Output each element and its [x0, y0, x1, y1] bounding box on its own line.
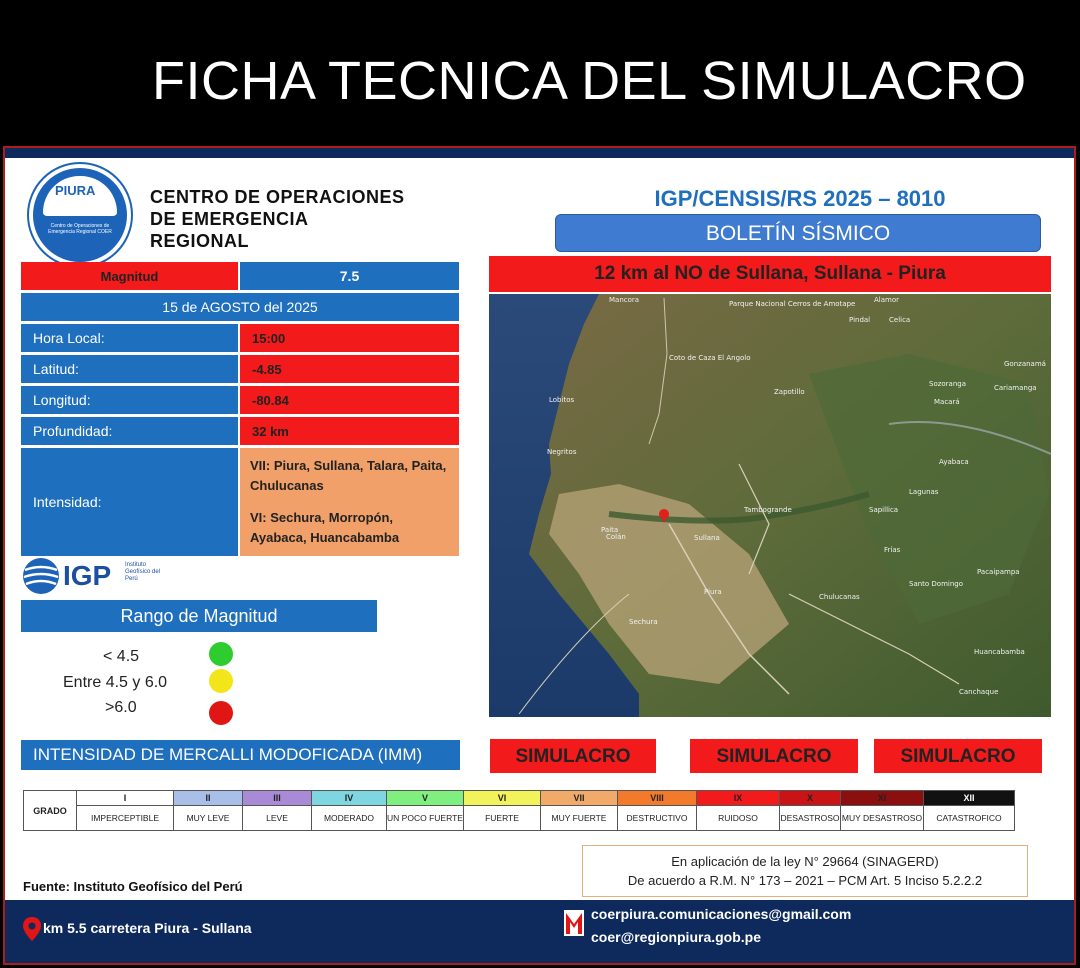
mercalli-level-label: DESTRUCTIVO	[618, 806, 697, 831]
intensity-value	[240, 448, 459, 556]
range-high-label: >6.0	[105, 699, 137, 716]
map-place-label: Zapotillo	[774, 388, 805, 396]
magnitude-label: Magnitud	[21, 262, 238, 290]
mercalli-level-label: MUY FUERTE	[541, 806, 618, 831]
org-title-line: CENTRO DE OPERACIONES	[150, 187, 405, 207]
lon-label: Longitud:	[21, 386, 238, 414]
simulacro-badge: SIMULACRO	[489, 738, 657, 774]
mercalli-level-numeral: V	[387, 791, 464, 806]
map-place-label: Colán	[606, 533, 626, 541]
mercalli-level-label: MUY LEVE	[174, 806, 243, 831]
mercalli-level-numeral: VIII	[618, 791, 697, 806]
map-place-label: Lobitos	[549, 396, 575, 404]
igp-name: Instituto Geofísico del Perú	[125, 562, 161, 582]
map-place-label: Celica	[889, 316, 911, 324]
epicenter-location: 12 km al NO de Sullana, Sullana - Piura	[489, 256, 1051, 292]
map-place-label: Cariamanga	[994, 384, 1037, 392]
map-place-label: Sozoranga	[929, 380, 967, 388]
map-place-label: Sapillica	[869, 506, 899, 514]
mercalli-level-numeral: II	[174, 791, 243, 806]
prof-value: 32 km	[240, 417, 459, 445]
range-title: Rango de Magnitud	[21, 600, 377, 632]
mercalli-level-numeral: IX	[697, 791, 780, 806]
law-line: En aplicación de la ley N° 29664 (SINAGERD)	[671, 854, 939, 869]
mercalli-level-numeral: XI	[841, 791, 924, 806]
mercalli-level-label: IMPERCEPTIBLE	[77, 806, 174, 831]
map-place-label: Gonzanamá	[1004, 360, 1046, 368]
address: km 5.5 carretera Piura - Sullana	[43, 920, 252, 936]
simulacro-badge: SIMULACRO	[873, 738, 1043, 774]
map-place-label: Alamor	[874, 296, 900, 304]
igp-logo	[21, 556, 161, 598]
mercalli-level-numeral: I	[77, 791, 174, 806]
law-note	[582, 845, 1028, 897]
map-place-label: Santo Domingo	[909, 580, 964, 588]
email-link[interactable]: coerpiura.comunicaciones@gmail.com	[591, 906, 852, 922]
mercalli-level-label: UN POCO FUERTE	[387, 806, 464, 831]
mercalli-level-numeral: VII	[541, 791, 618, 806]
map-place-label: Piura	[704, 588, 722, 596]
hora-value: 15:00	[240, 324, 459, 352]
org-title-line: REGIONAL	[150, 231, 250, 251]
mercalli-level-numeral: VI	[464, 791, 541, 806]
mercalli-level-numeral: IV	[312, 791, 387, 806]
mercalli-level-numeral: III	[243, 791, 312, 806]
page-header	[0, 0, 1080, 145]
mercalli-level-label: CATASTROFICO	[924, 806, 1015, 831]
mail-icon	[563, 908, 585, 938]
range-mid-label: Entre 4.5 y 6.0	[63, 674, 168, 691]
lat-value: -4.85	[240, 355, 459, 383]
lon-value: -80.84	[240, 386, 459, 414]
mercalli-level-numeral: X	[780, 791, 841, 806]
range-low-label: < 4.5	[103, 648, 140, 665]
map-place-label: Chulucanas	[819, 593, 860, 601]
lat-label: Latitud:	[21, 355, 238, 383]
report-code: IGP/CENSIS/RS 2025 – 8010	[654, 186, 946, 211]
map-place-label: Macará	[934, 398, 960, 406]
map-place-label: Huancabamba	[974, 648, 1025, 656]
coer-logo	[29, 164, 131, 266]
top-band	[5, 148, 1074, 158]
intensity-vii: VII: Piura, Sullana, Talara, Paita, Chulucanas	[250, 458, 447, 493]
org-title	[150, 186, 405, 252]
igp-acronym: IGP	[63, 560, 112, 591]
igp-globe-icon	[21, 556, 61, 596]
hora-label: Hora Local:	[21, 324, 238, 352]
source-note: Fuente: Instituto Geofísico del Perú	[23, 879, 243, 894]
mercalli-level-label: RUIDOSO	[697, 806, 780, 831]
bulletin-label: BOLETÍN SÍSMICO	[555, 214, 1041, 252]
map-place-label: Negritos	[547, 448, 577, 456]
intensity-label: Intensidad:	[21, 448, 238, 556]
map-place-label: Paita	[601, 526, 619, 534]
magnitude-value: 7.5	[240, 262, 459, 290]
map-place-label: Sullana	[694, 534, 720, 542]
map-place-label: Mancora	[609, 296, 640, 304]
prof-label: Profundidad:	[21, 417, 238, 445]
footer	[5, 900, 1074, 965]
mercalli-scale	[23, 790, 1015, 831]
mercalli-level-numeral: XII	[924, 791, 1015, 806]
mercalli-level-label: MUY DESASTROSO	[841, 806, 924, 831]
imm-title: INTENSIDAD DE MERCALLI MODOFICADA (IMM)	[21, 740, 460, 770]
mercalli-level-label: FUERTE	[464, 806, 541, 831]
map-place-label: Coto de Caza El Angolo	[669, 354, 751, 362]
map-place-label: Parque Nacional Cerros de Amotape	[729, 300, 856, 308]
coer-logo-text: PIURA	[55, 183, 96, 198]
law-line: De acuerdo a R.M. N° 173 – 2021 – PCM Art. 5 Inciso 5.2.2.2	[627, 873, 983, 888]
range-high-dot	[209, 701, 233, 725]
bulletin-card	[3, 146, 1076, 965]
map-place-label: Canchaque	[959, 688, 999, 696]
event-date: 15 de AGOSTO del 2025	[21, 293, 459, 321]
intensity-vi: VI: Sechura, Morropón, Ayabaca, Huancabamba	[250, 510, 400, 545]
map-place-label: Tambogrande	[744, 506, 792, 514]
mercalli-level-label: MODERADO	[312, 806, 387, 831]
mercalli-level-label: DESASTROSO	[780, 806, 841, 831]
page-title: FICHA TECNICA DEL SIMULACRO	[152, 51, 1027, 111]
map-place-label: Frías	[884, 546, 901, 554]
coer-logo-subtitle: Centro de Operaciones de Emergencia Regional COER	[48, 223, 112, 235]
map-place-label: Lagunas	[909, 488, 939, 496]
simulacro-badge: SIMULACRO	[689, 738, 859, 774]
grado-label: GRADO	[24, 791, 77, 831]
location-pin-icon	[21, 916, 43, 942]
email-link[interactable]: coer@regionpiura.gob.pe	[591, 929, 762, 945]
org-title-line: DE EMERGENCIA	[150, 209, 309, 229]
range-low-dot	[209, 642, 233, 666]
mercalli-level-label: LEVE	[243, 806, 312, 831]
map-place-label: Pindal	[849, 316, 871, 324]
range-mid-dot	[209, 669, 233, 693]
epicenter-map	[489, 294, 1051, 717]
map-place-label: Sechura	[629, 618, 658, 626]
map-place-label: Pacaipampa	[977, 568, 1020, 576]
map-place-label: Ayabaca	[939, 458, 969, 466]
